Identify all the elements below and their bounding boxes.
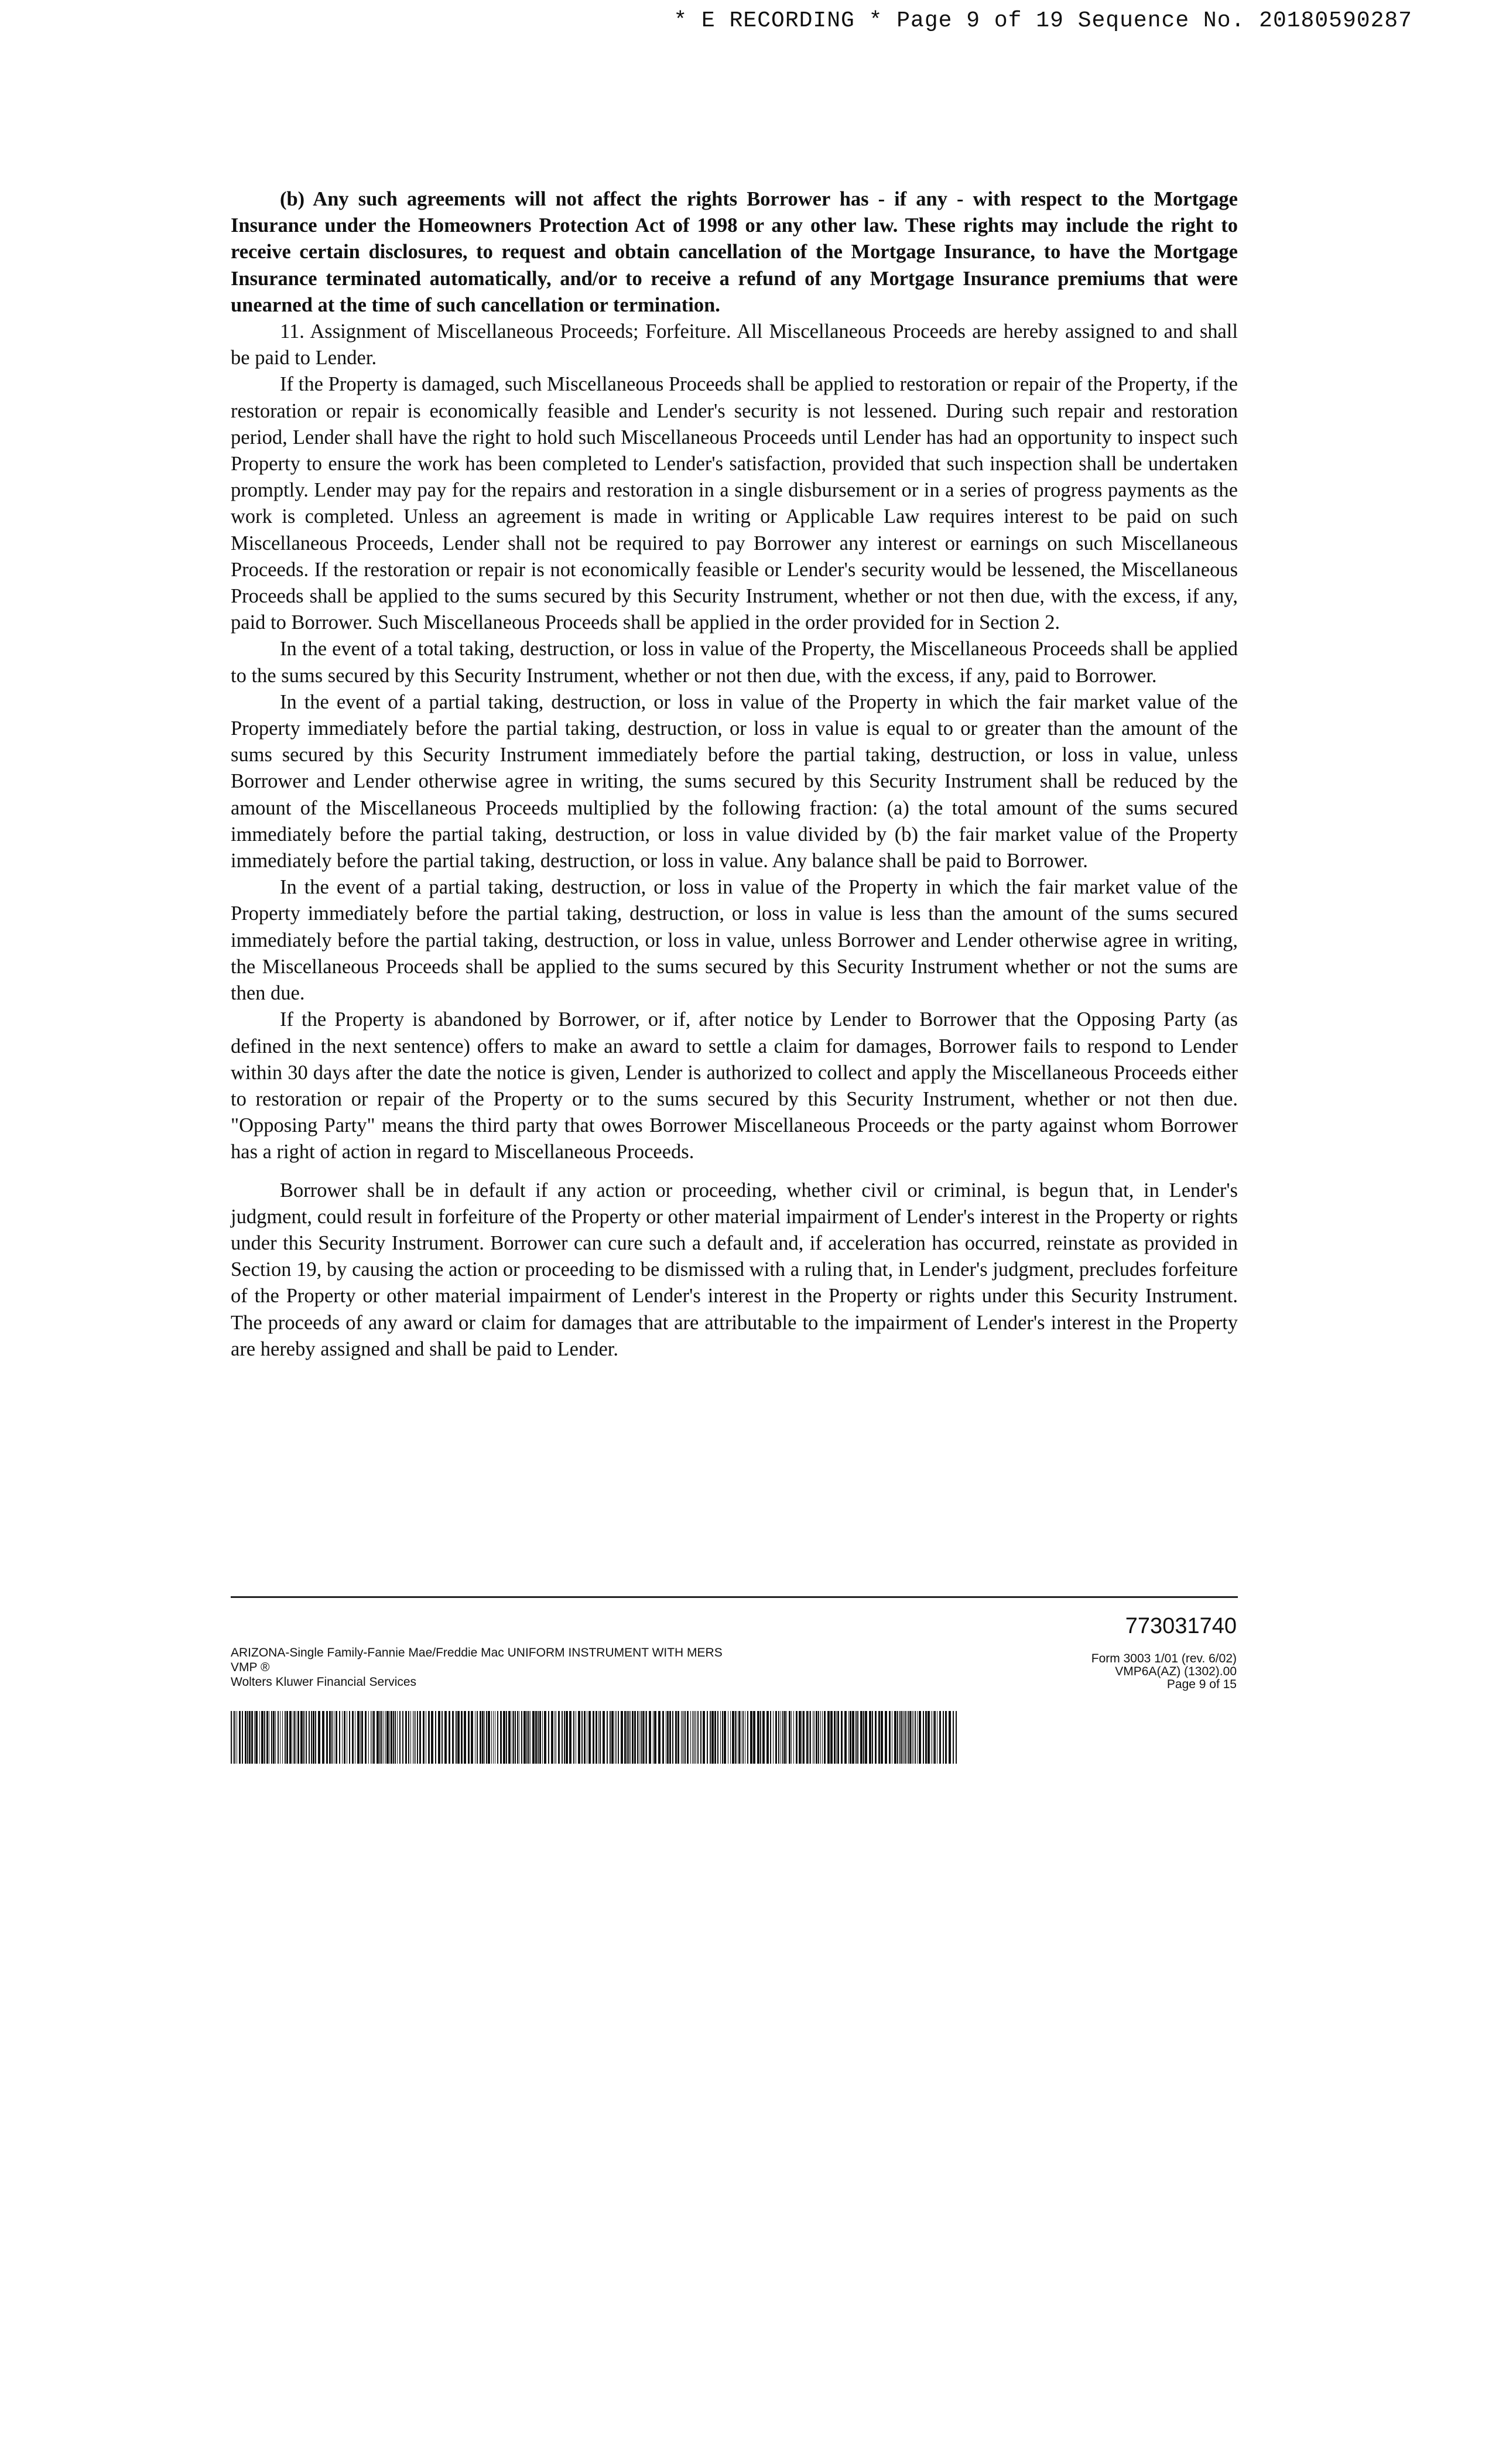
section-intro: All Miscellaneous Proceeds are hereby assigned to and shall be paid to Lender. xyxy=(231,320,1238,369)
footer-left-block xyxy=(231,1645,723,1689)
recording-header: * E RECORDING * Page 9 of 19 Sequence No. 20180590287 xyxy=(673,8,1412,33)
paragraph-b: (b) Any such agreements will not affect the rights Borrower has - if any - with respect to the Mortgage Insurance under the Homeowners Protection Act of 1998 or any other law. These rights may include the right to receive certain disclosures, to request and obtain cancellation of the Mortgage Insurance, to have the Mortgage Insurance terminated automatically, and/or to receive a refund of any Mortgage Insurance premiums that were unearned at the time of such cancellation or termination. xyxy=(231,188,1238,316)
section-title: Assignment of Miscellaneous Proceeds; Forfeiture. xyxy=(310,320,731,343)
vmp-mark: VMP ® xyxy=(231,1661,270,1674)
footer-right-block xyxy=(1091,1652,1237,1691)
document-body xyxy=(231,186,1238,1363)
paragraph-abandoned: If the Property is abandoned by Borrower, or if, after notice by Lender to Borrower that the Opposing Party (as defined in the next sentence) offers to make an award to settle a claim for damages, Borrower fails to respond to Lender within 30 days after the date the notice is given, Lender is authorized to collect and apply the Miscellaneous Proceeds either to restoration or repair of the Property or to the sums secured by this Security Instrument, whether or not then due. "Opposing Party" means the third party that owes Borrower Miscellaneous Proceeds or the party against whom Borrower has a right of action in regard to Miscellaneous Proceeds. xyxy=(231,1008,1238,1163)
paragraph-total-taking: In the event of a total taking, destruction, or loss in value of the Property, the Miscellaneous Proceeds shall be applied to the sums secured by this Security Instrument, whether or not then due, with the excess, if any, paid to Borrower. xyxy=(231,638,1238,687)
barcode-image xyxy=(231,1711,957,1764)
section-number: 11. xyxy=(280,320,304,343)
paragraph-partial-equal: In the event of a partial taking, destruction, or loss in value of the Property in which the fair market value of the Property immediately before the partial taking, destruction, or loss in value is equal to or greater than the amount of the sums secured by this Security Instrument immediately before the partial taking, destruction, or loss in value, unless Borrower and Lender otherwise agree in writing, the sums secured by this Security Instrument shall be reduced by the amount of the Miscellaneous Proceeds multiplied by the following fraction: (a) the total amount of the sums secured immediately before the partial taking, destruction, or loss in value divided by (b) the fair market value of the Property immediately before the partial taking, destruction, or loss in value. Any balance shall be paid to Borrower. xyxy=(231,690,1238,872)
vmp-code: VMP6A(AZ) (1302).00 xyxy=(1115,1665,1237,1678)
instrument-title: ARIZONA-Single Family-Fannie Mae/Freddie Mac UNIFORM INSTRUMENT WITH MERS xyxy=(231,1646,723,1659)
loan-number: 773031740 xyxy=(1125,1614,1237,1638)
publisher-name: Wolters Kluwer Financial Services xyxy=(231,1675,417,1689)
form-number: Form 3003 1/01 (rev. 6/02) xyxy=(1091,1652,1237,1665)
paragraph-default: Borrower shall be in default if any action or proceeding, whether civil or criminal, is begun that, in Lender's judgment, could result in forfeiture of the Property or other material impairment of Lender's interest in the Property or rights under this Security Instrument. Borrower can cure such a default and, if acceleration has occurred, reinstate as provided in Section 19, by causing the action or proceeding to be dismissed with a ruling that, in Lender's judgment, precludes forfeiture of the Property or other material impairment of Lender's interest in the Property or rights under this Security Instrument. The proceeds of any award or claim for damages that are attributable to the impairment of Lender's interest in the Property are hereby assigned and shall be paid to Lender. xyxy=(231,1179,1238,1360)
footer-divider xyxy=(231,1596,1238,1598)
section-11-heading xyxy=(231,319,1238,371)
page-indicator: Page 9 of 15 xyxy=(1166,1678,1237,1691)
paragraph-damage: If the Property is damaged, such Miscellaneous Proceeds shall be applied to restoration or repair of the Property, if the restoration or repair is economically feasible and Lender's security is not lessened. During such repair and restoration period, Lender shall have the right to hold such Miscellaneous Proceeds until Lender has had an opportunity to inspect such Property to ensure the work has been completed to Lender's satisfaction, provided that such inspection shall be undertaken promptly. Lender may pay for the repairs and restoration in a single disbursement or in a series of progress payments as the work is completed. Unless an agreement is made in writing or Applicable Law requires interest to be paid on such Miscellaneous Proceeds, Lender shall not be required to pay Borrower any interest or earnings on such Miscellaneous Proceeds. If the restoration or repair is not economically feasible or Lender's security would be lessened, the Miscellaneous Proceeds shall be applied to the sums secured by this Security Instrument, whether or not then due, with the excess, if any, paid to Borrower. Such Miscellaneous Proceeds shall be applied in the order provided for in Section 2. xyxy=(231,373,1238,634)
paragraph-partial-less: In the event of a partial taking, destruction, or loss in value of the Property in which the fair market value of the Property immediately before the partial taking, destruction, or loss in value is less than the amount of the sums secured immediately before the partial taking, destruction, or loss in value, unless Borrower and Lender otherwise agree in writing, the Miscellaneous Proceeds shall be applied to the sums secured by this Security Instrument whether or not the sums are then due. xyxy=(231,876,1238,1005)
